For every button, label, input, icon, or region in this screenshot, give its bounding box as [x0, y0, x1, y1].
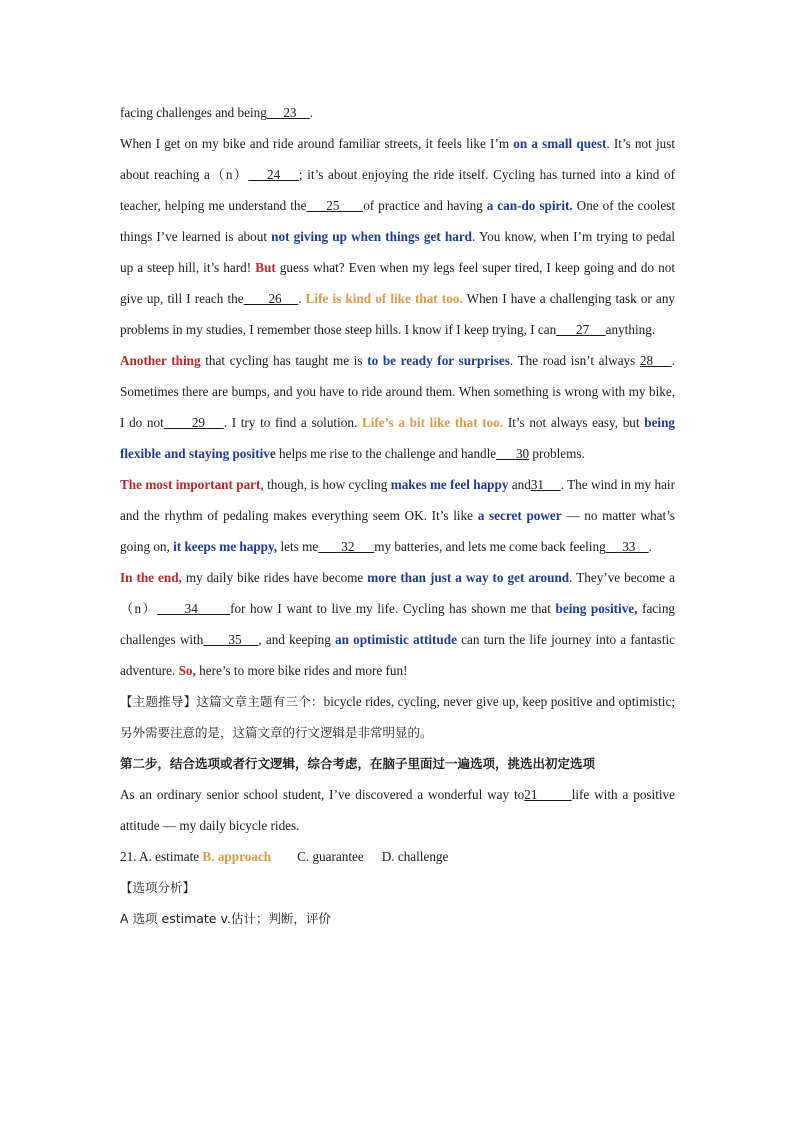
highlight-phrase: a can-do spirit.: [486, 198, 573, 213]
blank-27: 27: [575, 322, 590, 337]
blank-30: 30: [515, 446, 530, 461]
highlight-word: So,: [178, 663, 196, 678]
highlight-phrase: Another thing: [120, 353, 201, 368]
blank-28: 28: [639, 353, 654, 368]
paragraph-surprises: Another thing that cycling has taught me is to be ready for surprises. The road isn’t always 28 . Sometimes there are bumps, and you have to ride around them. When something is wrong with my bike, I do not 29 . I try to find a solution. Life’s a bit like that too. It’s not always easy, but being flexible and staying positive helps me rise to the challenge and handle 30 problems.: [120, 353, 676, 461]
text: facing challenges and being: [120, 105, 267, 120]
blank-21: 21: [524, 787, 538, 802]
highlight-word: But: [255, 260, 276, 275]
blank-29: 29: [191, 415, 206, 430]
highlight-phrase: being positive,: [555, 601, 638, 616]
highlight-phrase: not giving up when things get hard: [271, 229, 473, 244]
paragraph-conclusion: In the end, my daily bike rides have become more than just a way to get around. They’ve become a（n） 34 for how I want to live my life. Cycling has shown me that being positive, facing challenges with 35 , and keeping an optimistic attitude can turn the life journey into a fantastic adventure. So, here’s to more bike rides and more fun!: [120, 570, 676, 678]
paragraph-intro: facing challenges and being 23 .: [120, 105, 313, 120]
highlight-phrase: a secret power: [477, 508, 562, 523]
blank-24: 24: [267, 167, 281, 182]
paragraph-happiness: The most important part, though, is how cycling makes me feel happy and31 . The wind in my hair and the rhythm of pedaling makes everything seem OK. It’s like a secret power — no matter what’s going on, it keeps me happy, lets me 32 my batteries, and lets me come back feeling 33 .: [120, 477, 675, 554]
option-b: B. approach: [202, 849, 272, 864]
highlight-phrase: The most important part: [120, 477, 261, 492]
document-page: [120, 97, 675, 934]
paragraph-question-21: As an ordinary senior school student, I’ve discovered a wonderful way to21 life with a positive attitude — my daily bicycle rides.: [120, 787, 675, 833]
blank-25: 25: [326, 198, 340, 213]
highlight-phrase: makes me feel happy: [390, 477, 509, 492]
option-a-analysis: A 选项 estimate v.估计；判断，评价: [120, 911, 331, 926]
highlight-phrase: on a small quest: [513, 136, 607, 151]
option-analysis-heading: 【选项分析】: [120, 880, 196, 895]
paragraph-cycling-teacher: When I get on my bike and ride around familiar streets, it feels like I’m on a small quest. It’s not just about reaching a（n） 24 ; it’s about enjoying the ride itself. Cycling has turned into a kind of teacher, helping me understand the 25 of practice and having a can-do spirit. One of the coolest things I’ve learned is about not giving up when things get hard. You know, when I’m trying to pedal up a steep hill, it’s hard! But guess what? Even when my legs feel super tired, I keep going and do not give up, till I reach the 26 . Life is kind of like that too. When I have a challenging task or any problems in my studies, I remember those steep hills. I know if I keep trying, I can 27 anything.: [120, 136, 676, 337]
option-a: 21. A. estimate: [120, 849, 203, 864]
step-two-heading: 第二步，结合选项或者行文逻辑，综合考虑，在脑子里面过一遍选项，挑选出初定选项: [120, 756, 596, 771]
option-c: C. guarantee: [297, 849, 364, 864]
highlight-phrase: to be ready for surprises: [367, 353, 510, 368]
options-21: [120, 841, 675, 872]
highlight-phrase: an optimistic attitude: [335, 632, 457, 647]
highlight-phrase: In the end,: [120, 570, 182, 585]
blank-33: 33: [622, 539, 636, 554]
blank-34: 34: [184, 601, 198, 616]
blank-23: 23: [283, 105, 297, 120]
option-d: D. challenge: [381, 849, 449, 864]
highlight-phrase: more than just a way to get around: [367, 570, 570, 585]
highlight-phrase: Life is kind of like that too.: [305, 291, 463, 306]
highlight-phrase: Life’s a bit like that too.: [361, 415, 504, 430]
blank-35: 35: [228, 632, 242, 647]
highlight-phrase: it keeps me happy,: [173, 539, 278, 554]
blank-31: 31: [530, 477, 544, 492]
blank-32: 32: [341, 539, 355, 554]
paragraph-theme-derivation: 【主题推导】这篇文章主题有三个：bicycle rides, cycling, never give up, keep positive and optimistic;另外需要注意的是，这篇文章的行文逻辑是非常明显的。: [120, 694, 675, 740]
blank-26: 26: [268, 291, 282, 306]
highlight-phrase: being flexible and staying positive: [120, 415, 676, 461]
